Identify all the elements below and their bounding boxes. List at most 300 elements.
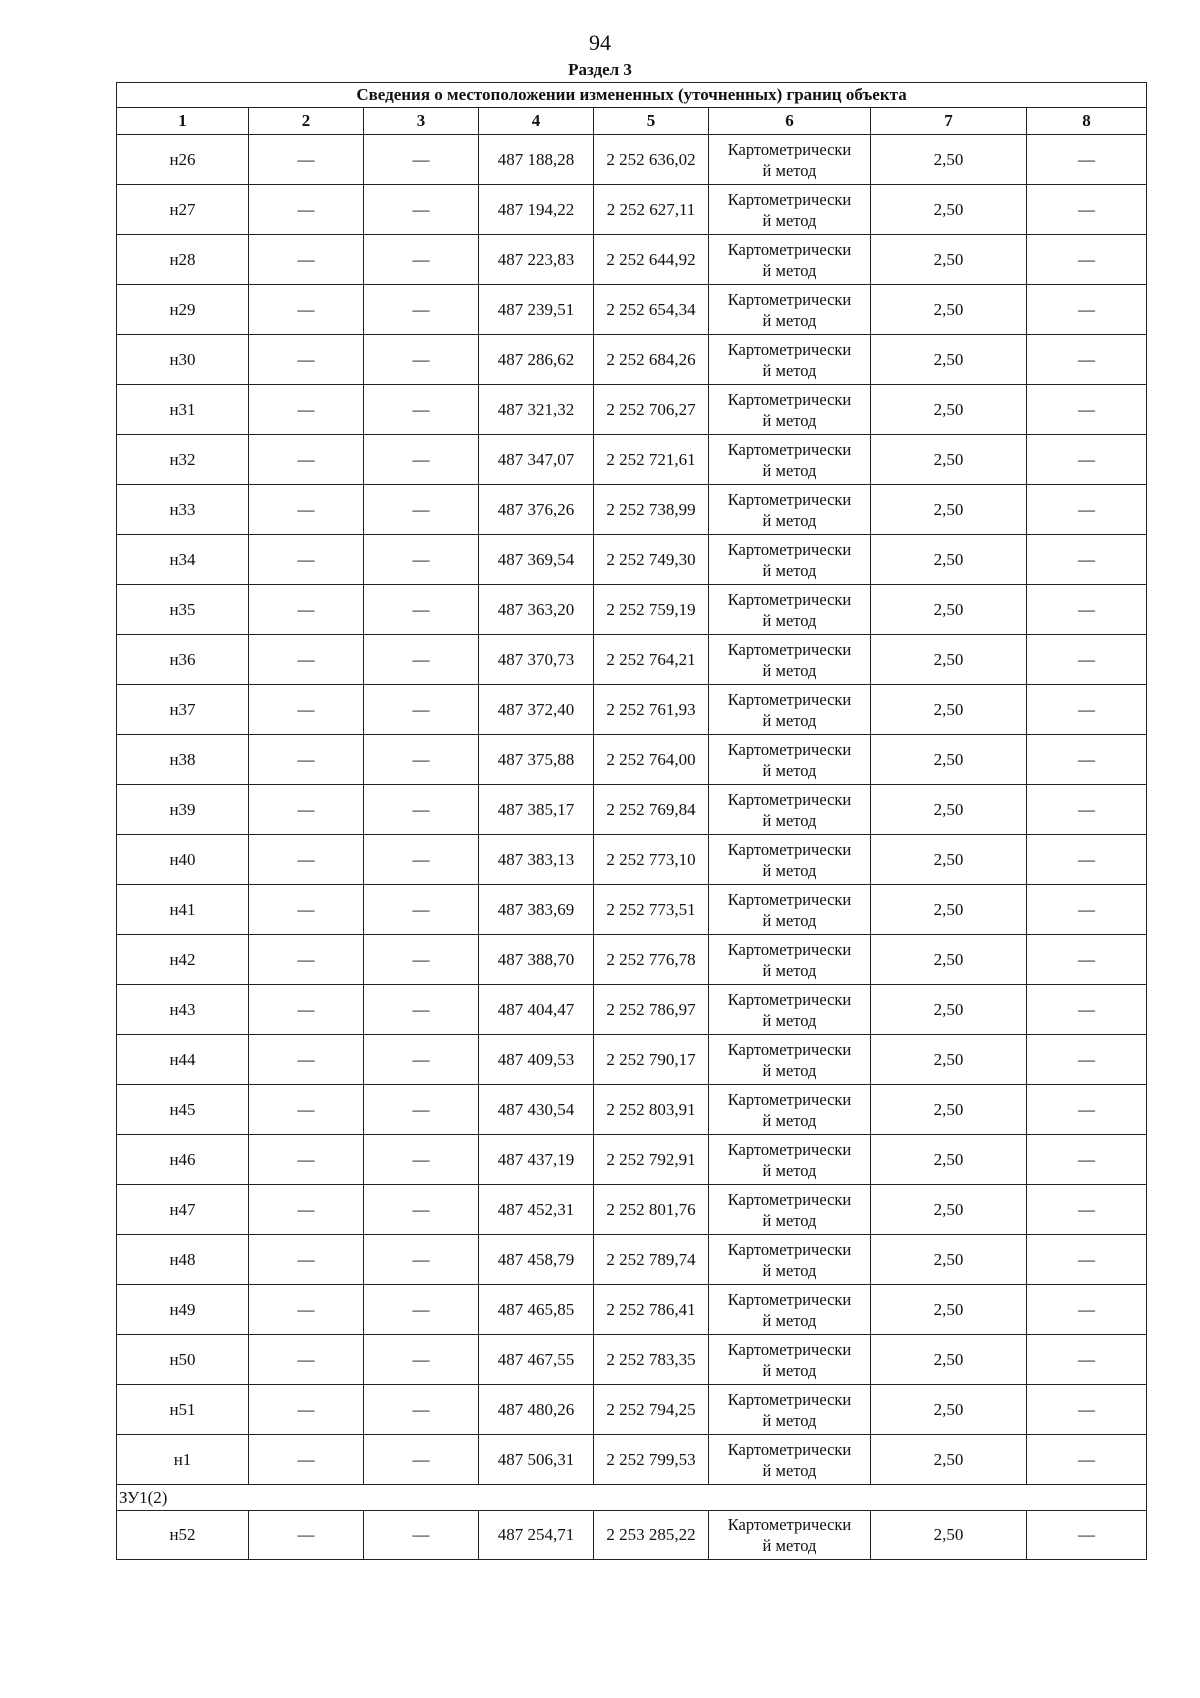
method-line: Картометрически	[727, 889, 852, 909]
method-line: Картометрически	[727, 939, 852, 959]
y-coordinate-cell: 2 252 773,10	[594, 835, 709, 885]
precision-cell: 2,50	[871, 1511, 1027, 1560]
table-row	[117, 1235, 1147, 1285]
point-id-cell: н45	[117, 1085, 249, 1135]
method-cell	[709, 835, 871, 885]
method-line: й метод	[762, 1410, 817, 1430]
empty-dash-cell: —	[249, 935, 364, 985]
empty-dash-cell: —	[1027, 1335, 1147, 1385]
empty-dash-cell: —	[249, 1085, 364, 1135]
method-cell	[709, 1385, 871, 1435]
x-coordinate-cell: 487 404,47	[479, 985, 594, 1035]
table-row	[117, 235, 1147, 285]
empty-dash-cell: —	[1027, 1185, 1147, 1235]
empty-dash-cell: —	[364, 435, 479, 485]
empty-dash-cell: —	[364, 485, 479, 535]
precision-cell: 2,50	[871, 135, 1027, 185]
table-row	[117, 335, 1147, 385]
x-coordinate-cell: 487 437,19	[479, 1135, 594, 1185]
method-cell	[709, 1235, 871, 1285]
empty-dash-cell: —	[364, 1185, 479, 1235]
y-coordinate-cell: 2 252 790,17	[594, 1035, 709, 1085]
method-cell	[709, 1511, 871, 1560]
empty-dash-cell: —	[1027, 535, 1147, 585]
table-row	[117, 635, 1147, 685]
x-coordinate-cell: 487 388,70	[479, 935, 594, 985]
x-coordinate-cell: 487 465,85	[479, 1285, 594, 1335]
column-number: 5	[594, 108, 709, 135]
point-id-cell: н28	[117, 235, 249, 285]
table-caption: Сведения о местоположении измененных (уточненных) границ объекта	[117, 83, 1147, 108]
method-line: й метод	[762, 960, 817, 980]
y-coordinate-cell: 2 252 786,41	[594, 1285, 709, 1335]
empty-dash-cell: —	[249, 635, 364, 685]
method-line: й метод	[762, 1160, 817, 1180]
empty-dash-cell: —	[249, 885, 364, 935]
empty-dash-cell: —	[249, 1435, 364, 1485]
empty-dash-cell: —	[249, 835, 364, 885]
point-id-cell: н43	[117, 985, 249, 1035]
method-cell	[709, 485, 871, 535]
empty-dash-cell: —	[364, 1385, 479, 1435]
x-coordinate-cell: 487 383,13	[479, 835, 594, 885]
method-line: й метод	[762, 1360, 817, 1380]
precision-cell: 2,50	[871, 985, 1027, 1035]
coordinates-table	[116, 82, 1147, 1560]
method-line: й метод	[762, 560, 817, 580]
method-line: Картометрически	[727, 1039, 852, 1059]
point-id-cell: н35	[117, 585, 249, 635]
table-row	[117, 535, 1147, 585]
y-coordinate-cell: 2 252 684,26	[594, 335, 709, 385]
precision-cell: 2,50	[871, 635, 1027, 685]
empty-dash-cell: —	[1027, 1385, 1147, 1435]
table-row	[117, 1135, 1147, 1185]
point-id-cell: н38	[117, 735, 249, 785]
point-id-cell: н37	[117, 685, 249, 735]
method-line: й метод	[762, 660, 817, 680]
column-number: 2	[249, 108, 364, 135]
method-line: Картометрически	[727, 1289, 852, 1309]
empty-dash-cell: —	[364, 185, 479, 235]
precision-cell: 2,50	[871, 1335, 1027, 1385]
empty-dash-cell: —	[364, 585, 479, 635]
precision-cell: 2,50	[871, 285, 1027, 335]
table-row	[117, 585, 1147, 635]
method-line: Картометрически	[727, 439, 852, 459]
empty-dash-cell: —	[1027, 835, 1147, 885]
x-coordinate-cell: 487 286,62	[479, 335, 594, 385]
group-body	[117, 1511, 1147, 1560]
column-number: 8	[1027, 108, 1147, 135]
empty-dash-cell: —	[1027, 135, 1147, 185]
precision-cell: 2,50	[871, 1435, 1027, 1485]
precision-cell: 2,50	[871, 685, 1027, 735]
method-line: Картометрически	[727, 789, 852, 809]
method-cell	[709, 185, 871, 235]
method-line: й метод	[762, 1010, 817, 1030]
precision-cell: 2,50	[871, 585, 1027, 635]
empty-dash-cell: —	[249, 535, 364, 585]
empty-dash-cell: —	[249, 1285, 364, 1335]
table-row	[117, 285, 1147, 335]
y-coordinate-cell: 2 252 738,99	[594, 485, 709, 535]
method-cell	[709, 985, 871, 1035]
x-coordinate-cell: 487 321,32	[479, 385, 594, 435]
empty-dash-cell: —	[364, 385, 479, 435]
empty-dash-cell: —	[364, 985, 479, 1035]
group-row	[117, 1485, 1147, 1511]
empty-dash-cell: —	[1027, 1135, 1147, 1185]
empty-dash-cell: —	[364, 635, 479, 685]
table-row	[117, 1435, 1147, 1485]
x-coordinate-cell: 487 375,88	[479, 735, 594, 785]
table-row	[117, 785, 1147, 835]
method-line: Картометрически	[727, 1439, 852, 1459]
method-line: й метод	[762, 1460, 817, 1480]
empty-dash-cell: —	[1027, 235, 1147, 285]
method-cell	[709, 1085, 871, 1135]
method-line: Картометрически	[727, 1189, 852, 1209]
method-line: й метод	[762, 1110, 817, 1130]
y-coordinate-cell: 2 252 764,00	[594, 735, 709, 785]
empty-dash-cell: —	[249, 1185, 364, 1235]
y-coordinate-cell: 2 252 654,34	[594, 285, 709, 335]
point-id-cell: н33	[117, 485, 249, 535]
y-coordinate-cell: 2 252 789,74	[594, 1235, 709, 1285]
method-cell	[709, 585, 871, 635]
point-id-cell: н31	[117, 385, 249, 435]
y-coordinate-cell: 2 252 799,53	[594, 1435, 709, 1485]
empty-dash-cell: —	[364, 1511, 479, 1560]
empty-dash-cell: —	[249, 585, 364, 635]
method-line: й метод	[762, 860, 817, 880]
empty-dash-cell: —	[1027, 185, 1147, 235]
empty-dash-cell: —	[249, 785, 364, 835]
method-line: Картометрически	[727, 1139, 852, 1159]
method-line: й метод	[762, 1536, 817, 1555]
table-row	[117, 1035, 1147, 1085]
x-coordinate-cell: 487 347,07	[479, 435, 594, 485]
method-cell	[709, 1185, 871, 1235]
point-id-cell: н27	[117, 185, 249, 235]
method-line: й метод	[762, 1060, 817, 1080]
section-title: Раздел 3	[568, 60, 632, 79]
empty-dash-cell: —	[249, 1511, 364, 1560]
point-id-cell: н30	[117, 335, 249, 385]
x-coordinate-cell: 487 480,26	[479, 1385, 594, 1435]
point-id-cell: н51	[117, 1385, 249, 1435]
column-number: 6	[709, 108, 871, 135]
point-id-cell: н29	[117, 285, 249, 335]
y-coordinate-cell: 2 252 761,93	[594, 685, 709, 735]
method-line: Картометрически	[727, 139, 852, 159]
empty-dash-cell: —	[364, 535, 479, 585]
table-row	[117, 135, 1147, 185]
empty-dash-cell: —	[1027, 485, 1147, 535]
precision-cell: 2,50	[871, 1385, 1027, 1435]
empty-dash-cell: —	[364, 685, 479, 735]
group-label: ЗУ1(2)	[117, 1485, 1147, 1511]
method-cell	[709, 1335, 871, 1385]
point-id-cell: н47	[117, 1185, 249, 1235]
empty-dash-cell: —	[1027, 1435, 1147, 1485]
empty-dash-cell: —	[364, 1035, 479, 1085]
empty-dash-cell: —	[249, 985, 364, 1035]
precision-cell: 2,50	[871, 935, 1027, 985]
table-row	[117, 885, 1147, 935]
point-id-cell: н50	[117, 1335, 249, 1385]
method-line: Картометрически	[727, 689, 852, 709]
point-id-cell: н32	[117, 435, 249, 485]
method-cell	[709, 885, 871, 935]
precision-cell: 2,50	[871, 535, 1027, 585]
table-row	[117, 1511, 1147, 1560]
empty-dash-cell: —	[249, 185, 364, 235]
x-coordinate-cell: 487 194,22	[479, 185, 594, 235]
empty-dash-cell: —	[249, 1385, 364, 1435]
method-line: й метод	[762, 160, 817, 180]
empty-dash-cell: —	[1027, 635, 1147, 685]
point-id-cell: н34	[117, 535, 249, 585]
method-cell	[709, 535, 871, 585]
method-line: й метод	[762, 1260, 817, 1280]
point-id-cell: н1	[117, 1435, 249, 1485]
empty-dash-cell: —	[1027, 1285, 1147, 1335]
y-coordinate-cell: 2 252 721,61	[594, 435, 709, 485]
empty-dash-cell: —	[1027, 1511, 1147, 1560]
method-line: Картометрически	[727, 539, 852, 559]
empty-dash-cell: —	[249, 135, 364, 185]
x-coordinate-cell: 487 223,83	[479, 235, 594, 285]
method-cell	[709, 1435, 871, 1485]
x-coordinate-cell: 487 430,54	[479, 1085, 594, 1135]
column-number-row	[117, 108, 1147, 135]
y-coordinate-cell: 2 252 794,25	[594, 1385, 709, 1435]
empty-dash-cell: —	[1027, 935, 1147, 985]
y-coordinate-cell: 2 253 285,22	[594, 1511, 709, 1560]
empty-dash-cell: —	[364, 1235, 479, 1285]
method-line: й метод	[762, 710, 817, 730]
x-coordinate-cell: 487 458,79	[479, 1235, 594, 1285]
x-coordinate-cell: 487 188,28	[479, 135, 594, 185]
empty-dash-cell: —	[249, 385, 364, 435]
method-cell	[709, 735, 871, 785]
y-coordinate-cell: 2 252 764,21	[594, 635, 709, 685]
table-row	[117, 1335, 1147, 1385]
point-id-cell: н44	[117, 1035, 249, 1085]
x-coordinate-cell: 487 370,73	[479, 635, 594, 685]
precision-cell: 2,50	[871, 185, 1027, 235]
point-id-cell: н36	[117, 635, 249, 685]
empty-dash-cell: —	[249, 1335, 364, 1385]
x-coordinate-cell: 487 506,31	[479, 1435, 594, 1485]
method-cell	[709, 1285, 871, 1335]
y-coordinate-cell: 2 252 627,11	[594, 185, 709, 235]
empty-dash-cell: —	[249, 285, 364, 335]
table-row	[117, 185, 1147, 235]
method-line: Картометрически	[727, 339, 852, 359]
method-line: й метод	[762, 610, 817, 630]
y-coordinate-cell: 2 252 786,97	[594, 985, 709, 1035]
method-line: Картометрически	[727, 189, 852, 209]
empty-dash-cell: —	[249, 1235, 364, 1285]
precision-cell: 2,50	[871, 1235, 1027, 1285]
precision-cell: 2,50	[871, 385, 1027, 435]
method-line: Картометрически	[727, 1515, 852, 1534]
method-line: Картометрически	[727, 989, 852, 1009]
point-id-cell: н26	[117, 135, 249, 185]
empty-dash-cell: —	[1027, 885, 1147, 935]
x-coordinate-cell: 487 452,31	[479, 1185, 594, 1235]
method-cell	[709, 1035, 871, 1085]
method-cell	[709, 685, 871, 735]
precision-cell: 2,50	[871, 485, 1027, 535]
empty-dash-cell: —	[364, 785, 479, 835]
empty-dash-cell: —	[1027, 435, 1147, 485]
table-row	[117, 685, 1147, 735]
y-coordinate-cell: 2 252 776,78	[594, 935, 709, 985]
empty-dash-cell: —	[1027, 335, 1147, 385]
method-line: й метод	[762, 210, 817, 230]
y-coordinate-cell: 2 252 783,35	[594, 1335, 709, 1385]
table-row	[117, 1385, 1147, 1435]
point-id-cell: н39	[117, 785, 249, 835]
precision-cell: 2,50	[871, 1135, 1027, 1185]
point-id-cell: н40	[117, 835, 249, 885]
empty-dash-cell: —	[1027, 1085, 1147, 1135]
table-body	[117, 135, 1147, 1485]
table-row	[117, 935, 1147, 985]
point-id-cell: н46	[117, 1135, 249, 1185]
method-line: й метод	[762, 1210, 817, 1230]
point-id-cell: н49	[117, 1285, 249, 1335]
precision-cell: 2,50	[871, 235, 1027, 285]
empty-dash-cell: —	[1027, 685, 1147, 735]
method-cell	[709, 635, 871, 685]
empty-dash-cell: —	[364, 235, 479, 285]
method-cell	[709, 435, 871, 485]
method-line: Картометрически	[727, 1239, 852, 1259]
x-coordinate-cell: 487 383,69	[479, 885, 594, 935]
empty-dash-cell: —	[249, 735, 364, 785]
method-line: й метод	[762, 910, 817, 930]
empty-dash-cell: —	[364, 285, 479, 335]
y-coordinate-cell: 2 252 706,27	[594, 385, 709, 435]
y-coordinate-cell: 2 252 801,76	[594, 1185, 709, 1235]
precision-cell: 2,50	[871, 1035, 1027, 1085]
empty-dash-cell: —	[364, 135, 479, 185]
table-row	[117, 1085, 1147, 1135]
empty-dash-cell: —	[364, 1135, 479, 1185]
empty-dash-cell: —	[364, 885, 479, 935]
column-number: 3	[364, 108, 479, 135]
table-row	[117, 735, 1147, 785]
method-cell	[709, 1135, 871, 1185]
empty-dash-cell: —	[1027, 1235, 1147, 1285]
precision-cell: 2,50	[871, 335, 1027, 385]
table-row	[117, 835, 1147, 885]
point-id-cell: н41	[117, 885, 249, 935]
method-line: й метод	[762, 360, 817, 380]
method-cell	[709, 135, 871, 185]
empty-dash-cell: —	[249, 685, 364, 735]
method-cell	[709, 385, 871, 435]
precision-cell: 2,50	[871, 1085, 1027, 1135]
empty-dash-cell: —	[249, 235, 364, 285]
method-cell	[709, 285, 871, 335]
method-line: й метод	[762, 1310, 817, 1330]
method-line: Картометрически	[727, 239, 852, 259]
method-line: Картометрически	[727, 1389, 852, 1409]
x-coordinate-cell: 487 385,17	[479, 785, 594, 835]
method-cell	[709, 935, 871, 985]
empty-dash-cell: —	[1027, 985, 1147, 1035]
x-coordinate-cell: 487 239,51	[479, 285, 594, 335]
page-number: 94	[589, 30, 611, 55]
x-coordinate-cell: 487 369,54	[479, 535, 594, 585]
empty-dash-cell: —	[364, 335, 479, 385]
method-line: й метод	[762, 410, 817, 430]
empty-dash-cell: —	[1027, 285, 1147, 335]
empty-dash-cell: —	[249, 1135, 364, 1185]
y-coordinate-cell: 2 252 803,91	[594, 1085, 709, 1135]
column-number: 7	[871, 108, 1027, 135]
x-coordinate-cell: 487 363,20	[479, 585, 594, 635]
method-line: Картометрически	[727, 1339, 852, 1359]
x-coordinate-cell: 487 254,71	[479, 1511, 594, 1560]
table-row	[117, 1285, 1147, 1335]
empty-dash-cell: —	[364, 835, 479, 885]
empty-dash-cell: —	[249, 1035, 364, 1085]
table-row	[117, 435, 1147, 485]
point-id-cell: н48	[117, 1235, 249, 1285]
point-id-cell: н42	[117, 935, 249, 985]
empty-dash-cell: —	[364, 935, 479, 985]
table-row	[117, 485, 1147, 535]
method-line: Картометрически	[727, 389, 852, 409]
empty-dash-cell: —	[249, 485, 364, 535]
empty-dash-cell: —	[249, 435, 364, 485]
precision-cell: 2,50	[871, 885, 1027, 935]
empty-dash-cell: —	[364, 1285, 479, 1335]
method-line: Картометрически	[727, 839, 852, 859]
x-coordinate-cell: 487 467,55	[479, 1335, 594, 1385]
column-number: 4	[479, 108, 594, 135]
method-line: й метод	[762, 760, 817, 780]
empty-dash-cell: —	[1027, 785, 1147, 835]
method-line: й метод	[762, 310, 817, 330]
method-cell	[709, 785, 871, 835]
empty-dash-cell: —	[364, 1085, 479, 1135]
y-coordinate-cell: 2 252 769,84	[594, 785, 709, 835]
method-cell	[709, 335, 871, 385]
precision-cell: 2,50	[871, 735, 1027, 785]
method-line: Картометрически	[727, 289, 852, 309]
method-line: Картометрически	[727, 1089, 852, 1109]
table-row	[117, 985, 1147, 1035]
method-line: й метод	[762, 510, 817, 530]
method-cell	[709, 235, 871, 285]
method-line: Картометрически	[727, 589, 852, 609]
y-coordinate-cell: 2 252 792,91	[594, 1135, 709, 1185]
empty-dash-cell: —	[364, 1435, 479, 1485]
x-coordinate-cell: 487 372,40	[479, 685, 594, 735]
empty-dash-cell: —	[364, 1335, 479, 1385]
precision-cell: 2,50	[871, 435, 1027, 485]
x-coordinate-cell: 487 409,53	[479, 1035, 594, 1085]
column-number: 1	[117, 108, 249, 135]
